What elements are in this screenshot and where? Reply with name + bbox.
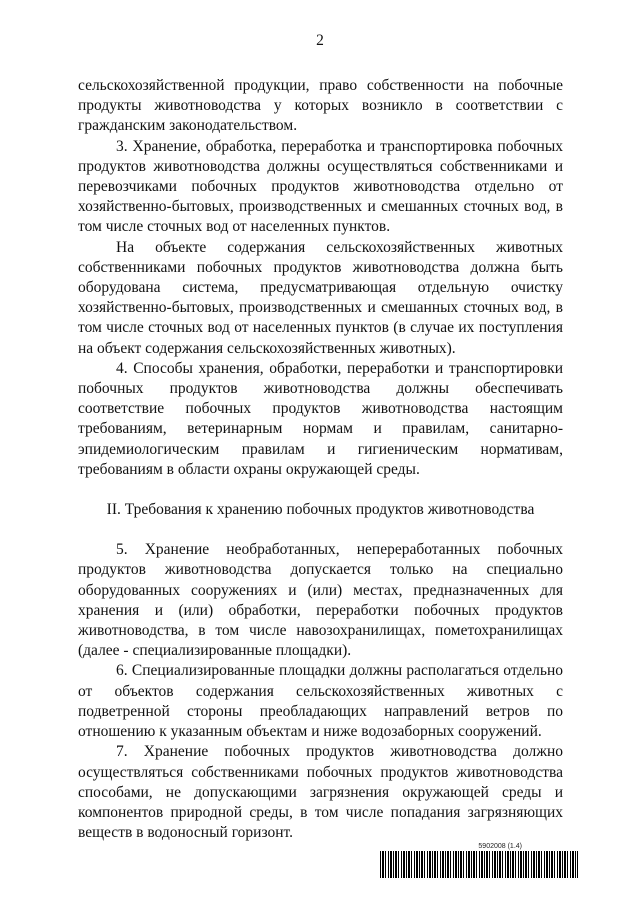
barcode-block bbox=[380, 843, 578, 878]
paragraph-item-3: 3. Хранение, обработка, переработка и транспортировка побочных продуктов животноводства должны осуществляться собственниками и перевозчиками побочных продуктов животноводства отдельно от хозяйственно-бытовых, производственных и смешанных сточных вод, в том числе сточных вод от населенных пунктов. bbox=[78, 137, 563, 236]
barcode-image bbox=[380, 851, 578, 878]
paragraph-item-5: 5. Хранение необработанных, непереработанных побочных продуктов животноводства допускается только на специально оборудованных сооружениях и (или) местах, предназначенных для хранения и (или) обработки, переработки побочных продуктов животноводства, в том числе навозохранилищах, пометохранилищах (далее - специализированные площадки). bbox=[78, 541, 563, 660]
paragraph-item-4: 4. Способы хранения, обработки, переработки и транспортировки побочных продуктов животноводства должны обеспечивать соответствие побочных продуктов животноводства настоящим требованиям, ветеринарным нормам и правилам, санитарно-эпидемиологическим правилам и гигиеническим нормативам, требованиям в области охраны окружающей среды. bbox=[78, 359, 563, 478]
paragraph-item-6: 6. Специализированные площадки должны располагаться отдельно от объектов содержания сельскохозяйственных животных с подветренной стороны преобладающих направлений ветров по отношению к указанным объектам и ниже водозаборных сооружений. bbox=[78, 662, 563, 741]
section-heading: II. Требования к хранению побочных продуктов животноводства bbox=[106, 501, 535, 519]
barcode-code: 5902008 (1.4) bbox=[478, 843, 522, 850]
document-body bbox=[78, 76, 563, 843]
page-number: 2 bbox=[316, 32, 324, 49]
paragraph-continuation: сельскохозяйственной продукции, право собственности на побочные продукты животноводства у которых возникло в соответствии с гражданским законодательством. bbox=[78, 77, 563, 135]
paragraph-item-3-continued: На объекте содержания сельскохозяйственных животных собственниками побочных продуктов животноводства должна быть оборудована система, предусматривающая отдельную очистку хозяйственно-бытовых, производственных и смешанных сточных вод, в том числе сточных вод от населенных пунктов (в случае их поступления на объект содержания сельскохозяйственных животных). bbox=[78, 238, 563, 357]
paragraph-item-7: 7. Хранение побочных продуктов животноводства должно осуществляться собственниками побочных продуктов животноводства способами, не допускающими загрязнения окружающей среды и компонентов природной среды, в том числе попадания загрязняющих веществ в водоносный горизонт. bbox=[78, 743, 563, 842]
